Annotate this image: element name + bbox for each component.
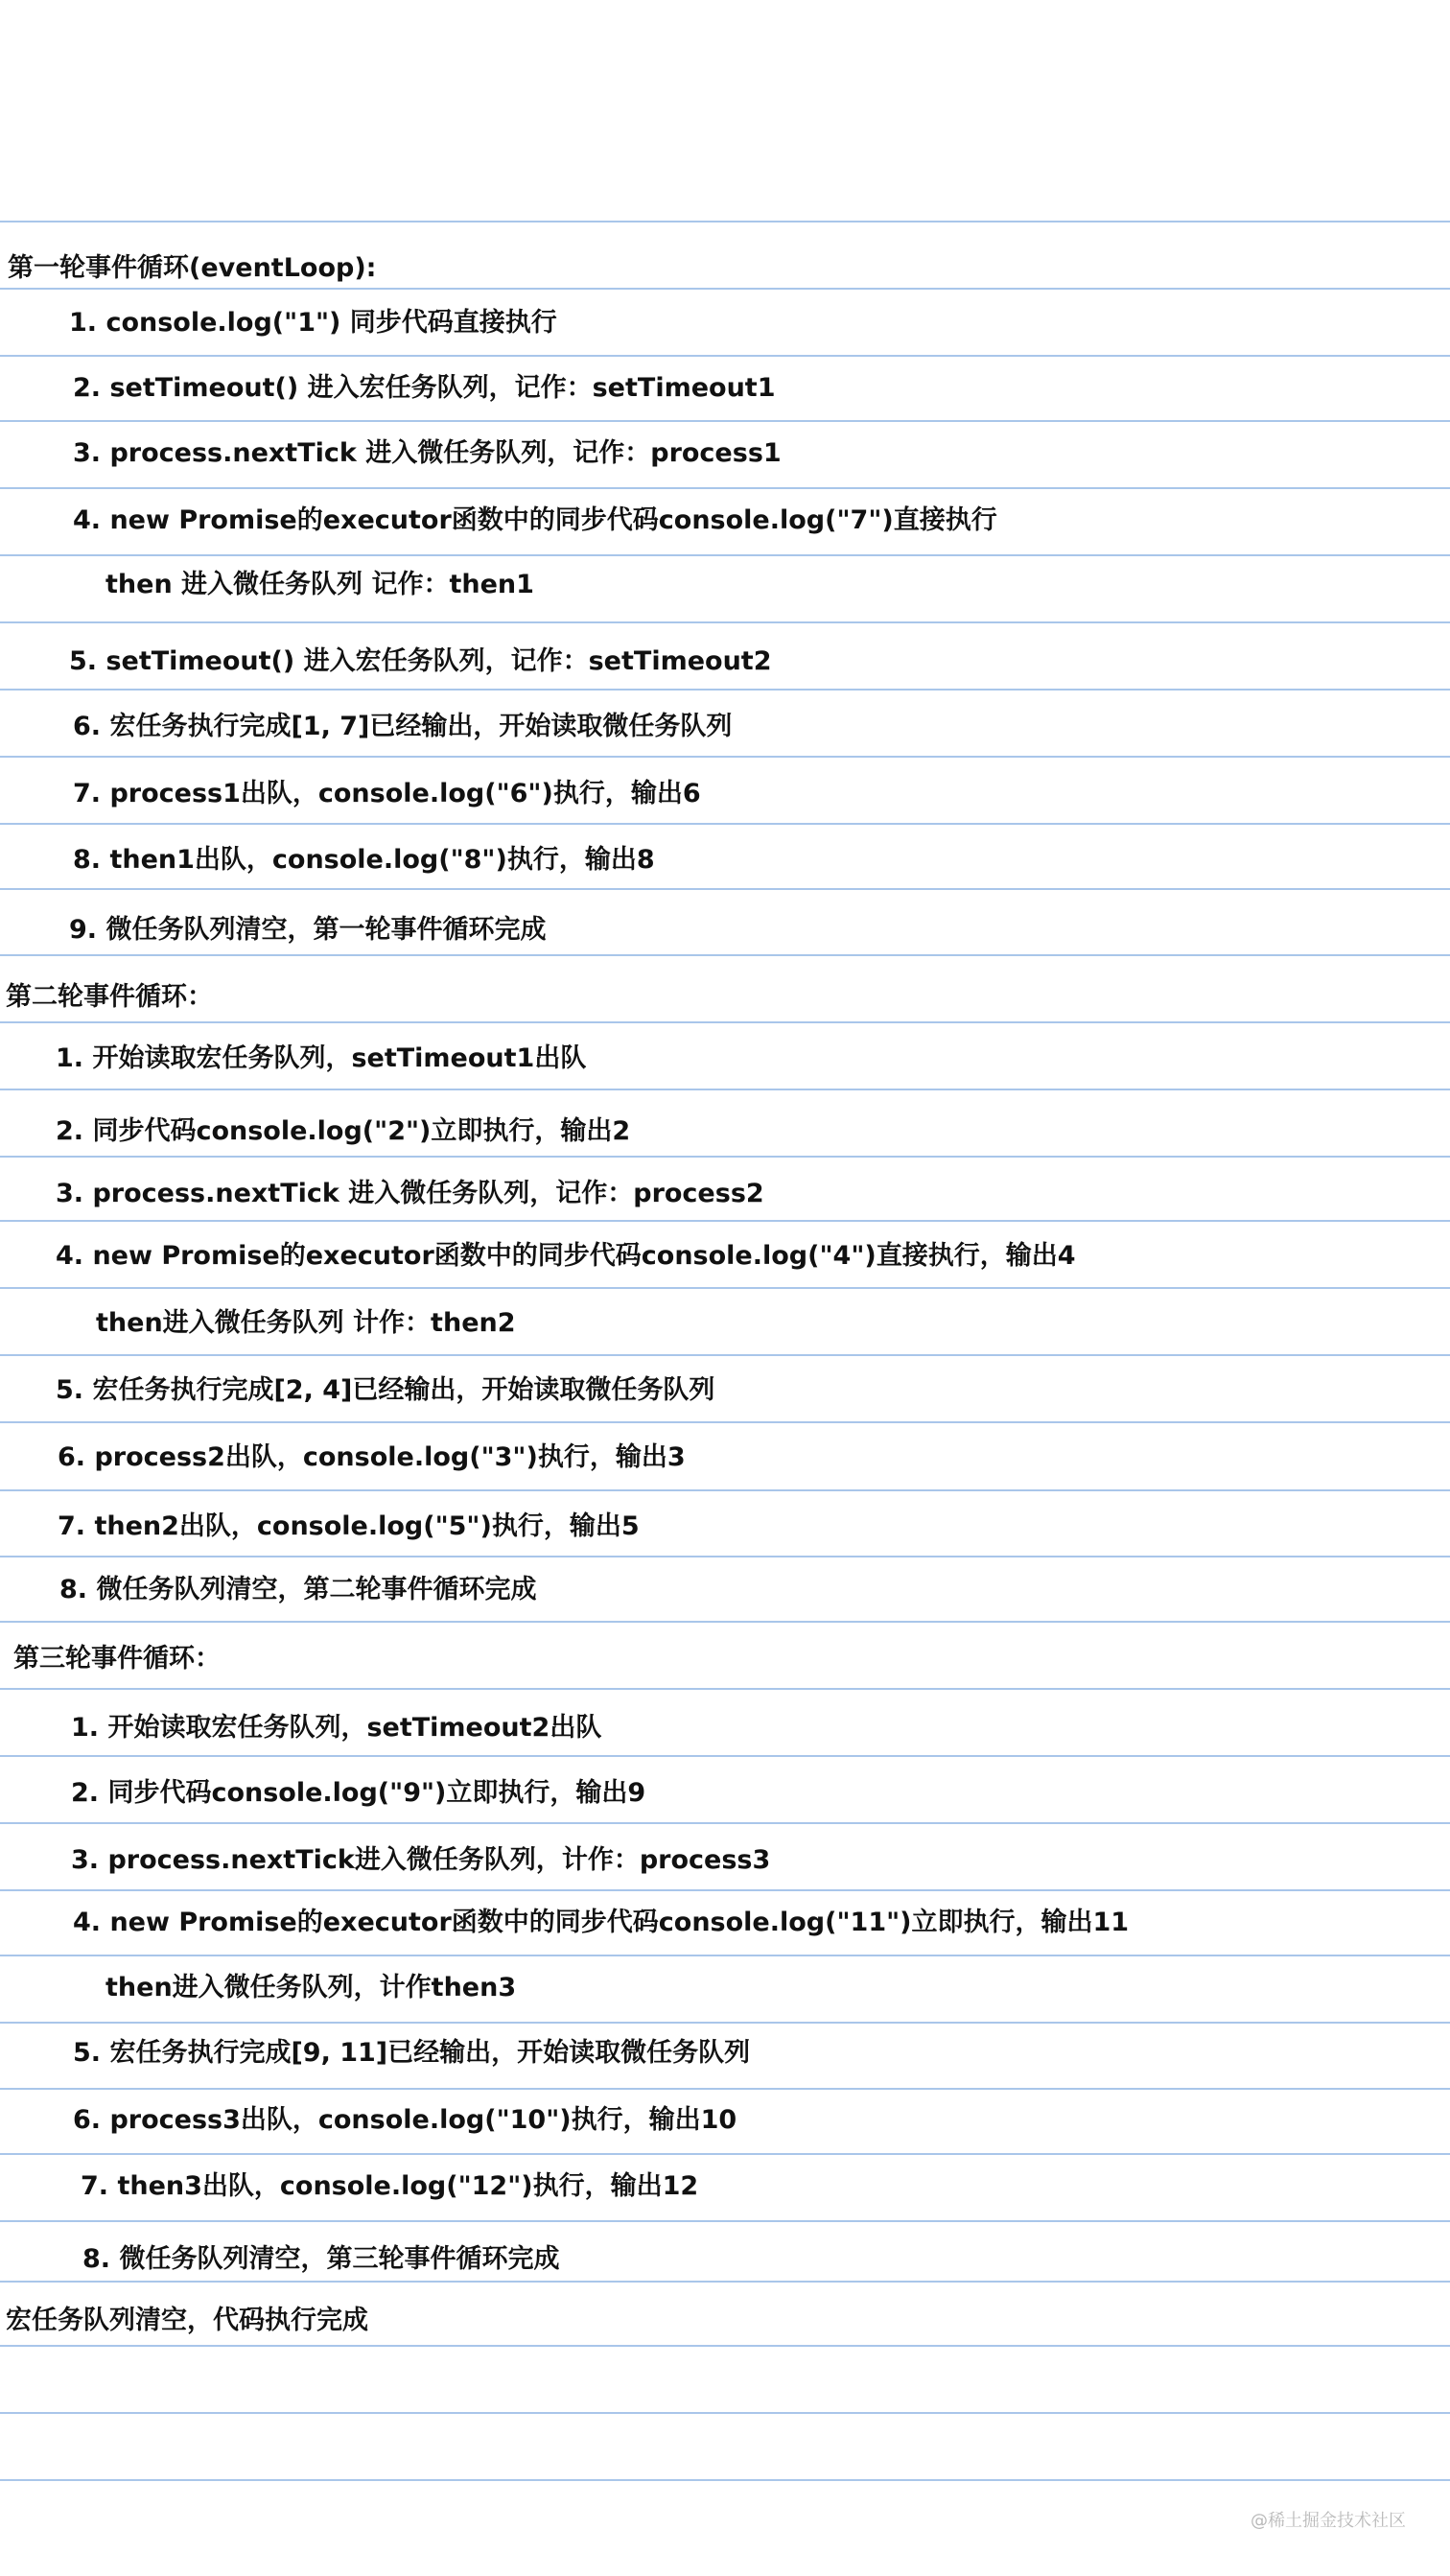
ruled-line xyxy=(0,2220,1450,2222)
round1-step-4: 4. new Promise的executor函数中的同步代码console.log("7")直接执行 xyxy=(73,505,997,535)
ruled-line xyxy=(0,1955,1450,1956)
watermark: @稀土掘金技术社区 xyxy=(1251,2511,1406,2531)
ruled-line xyxy=(0,2088,1450,2090)
ruled-line xyxy=(0,823,1450,825)
ruled-line xyxy=(0,355,1450,357)
ruled-line xyxy=(0,554,1450,556)
ruled-line xyxy=(0,756,1450,758)
round1-step-7: 7. process1出队，console.log("6")执行，输出6 xyxy=(73,779,701,808)
round2-step-4-cont: then进入微任务队列 计作：then2 xyxy=(96,1308,516,1338)
round1-step-2: 2. setTimeout() 进入宏任务队列，记作：setTimeout1 xyxy=(73,373,776,403)
round3-step-4-cont: then进入微任务队列，计作then3 xyxy=(105,1973,517,2002)
ruled-line xyxy=(0,1889,1450,1891)
round2-step-2: 2. 同步代码console.log("2")立即执行，输出2 xyxy=(56,1116,631,1146)
round2-step-3: 3. process.nextTick 进入微任务队列，记作：process2 xyxy=(56,1179,764,1208)
ruled-line xyxy=(0,2479,1450,2481)
ruled-line xyxy=(0,1556,1450,1557)
ruled-line xyxy=(0,1156,1450,1158)
round1-heading: 第一轮事件循环(eventLoop): xyxy=(8,253,377,283)
ruled-line xyxy=(0,621,1450,623)
round3-step-2: 2. 同步代码console.log("9")立即执行，输出9 xyxy=(71,1778,646,1808)
ruled-line xyxy=(0,1287,1450,1289)
ruled-line xyxy=(0,288,1450,290)
round3-step-4: 4. new Promise的executor函数中的同步代码console.log("11")立即执行，输出11 xyxy=(73,1908,1130,1937)
ruled-line xyxy=(0,2412,1450,2414)
ruled-line xyxy=(0,487,1450,489)
ruled-line xyxy=(0,2345,1450,2347)
round3-step-5: 5. 宏任务执行完成[9, 11]已经输出，开始读取微任务队列 xyxy=(73,2038,751,2068)
final-note: 宏任务队列清空，代码执行完成 xyxy=(6,2306,368,2335)
round1-step-4-cont: then 进入微任务队列 记作：then1 xyxy=(105,570,534,599)
ruled-line xyxy=(0,1621,1450,1623)
ruled-line xyxy=(0,1489,1450,1491)
ruled-line xyxy=(0,954,1450,956)
ruled-line xyxy=(0,1688,1450,1690)
round1-step-5: 5. setTimeout() 进入宏任务队列，记作：setTimeout2 xyxy=(69,646,772,676)
ruled-line xyxy=(0,1021,1450,1023)
round2-step-8: 8. 微任务队列清空，第二轮事件循环完成 xyxy=(59,1575,537,1604)
round2-step-6: 6. process2出队，console.log("3")执行，输出3 xyxy=(58,1442,686,1472)
round3-step-8: 8. 微任务队列清空，第三轮事件循环完成 xyxy=(82,2244,560,2274)
round3-step-1: 1. 开始读取宏任务队列，setTimeout2出队 xyxy=(71,1713,602,1743)
ruled-line xyxy=(0,1220,1450,1222)
round2-step-4: 4. new Promise的executor函数中的同步代码console.log("4")直接执行，输出4 xyxy=(56,1241,1076,1271)
ruled-line xyxy=(0,1354,1450,1356)
ruled-line xyxy=(0,2022,1450,2024)
round1-step-8: 8. then1出队，console.log("8")执行，输出8 xyxy=(73,845,655,875)
round3-step-6: 6. process3出队，console.log("10")执行，输出10 xyxy=(73,2105,737,2135)
round1-step-1: 1. console.log("1") 同步代码直接执行 xyxy=(69,308,557,338)
round3-step-7: 7. then3出队，console.log("12")执行，输出12 xyxy=(81,2171,699,2201)
round3-step-3: 3. process.nextTick进入微任务队列，计作：process3 xyxy=(71,1845,771,1875)
ruled-line xyxy=(0,689,1450,691)
ruled-line xyxy=(0,221,1450,222)
ruled-line xyxy=(0,2281,1450,2283)
round2-step-5: 5. 宏任务执行完成[2, 4]已经输出，开始读取微任务队列 xyxy=(56,1375,715,1405)
ruled-line xyxy=(0,1822,1450,1824)
ruled-line xyxy=(0,1089,1450,1090)
round2-step-1: 1. 开始读取宏任务队列，setTimeout1出队 xyxy=(56,1043,587,1073)
round2-heading: 第二轮事件循环： xyxy=(6,982,213,1012)
round2-step-7: 7. then2出队，console.log("5")执行，输出5 xyxy=(58,1511,640,1541)
round1-step-6: 6. 宏任务执行完成[1, 7]已经输出，开始读取微任务队列 xyxy=(73,712,733,741)
round3-heading: 第三轮事件循环： xyxy=(13,1644,221,1674)
round1-step-9: 9. 微任务队列清空，第一轮事件循环完成 xyxy=(69,915,547,945)
round1-step-3: 3. process.nextTick 进入微任务队列，记作：process1 xyxy=(73,438,782,468)
ruled-line xyxy=(0,888,1450,890)
ruled-line xyxy=(0,2153,1450,2155)
ruled-line xyxy=(0,1421,1450,1423)
ruled-line xyxy=(0,420,1450,422)
ruled-line xyxy=(0,1755,1450,1757)
